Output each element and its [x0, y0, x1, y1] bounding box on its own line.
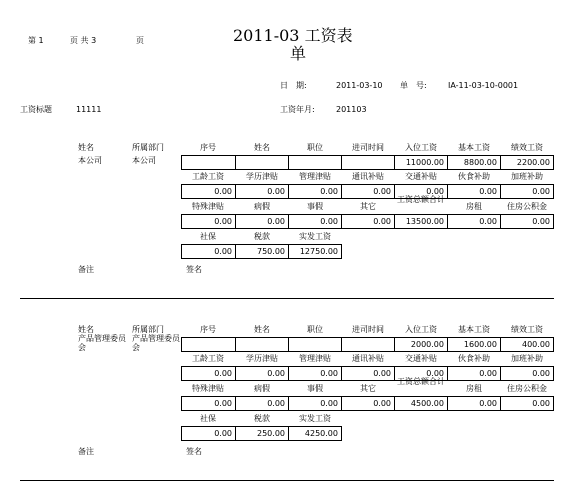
perf-salary-header: 绩效工资 [511, 325, 543, 334]
net-header: 实发工资 [299, 414, 331, 423]
deduction-value: 750.00 [235, 244, 289, 259]
housing-fund-header: 住房公积金 [507, 384, 547, 393]
education-header: 学历津贴 [246, 172, 278, 181]
employee-name: 本公司 [78, 156, 102, 165]
rent-value: 0.00 [447, 214, 501, 229]
deduction-header: 税款 [254, 232, 270, 241]
social-header: 社保 [200, 232, 216, 241]
report-title-suffix: 单 [290, 44, 307, 63]
date-label: 日 期: [280, 81, 307, 90]
net-value: 4250.00 [288, 426, 342, 441]
salary-month-label: 工资年月: [280, 105, 315, 114]
management-header: 管理津贴 [299, 354, 331, 363]
meal-header: 伙食补助 [458, 354, 490, 363]
entry-salary-value: 2000.00 [394, 337, 448, 352]
name2-value [235, 155, 289, 170]
employee-name: 产品管理委员会 [78, 334, 126, 352]
entry-salary-header: 入位工资 [405, 143, 437, 152]
personal-value: 0.00 [288, 396, 342, 411]
seniority-value: 0.00 [181, 366, 236, 381]
salary-month-value: 201103 [336, 105, 367, 114]
seq-value [181, 337, 236, 352]
housing-fund-value: 0.00 [500, 396, 554, 411]
position-value [288, 155, 342, 170]
special-header: 特殊津贴 [192, 202, 224, 211]
net-header: 实发工资 [299, 232, 331, 241]
remark-label: 备注 [78, 265, 94, 274]
overtime-header: 加班补助 [511, 354, 543, 363]
other-value: 0.00 [341, 214, 395, 229]
page-total-label: 页 共 3 [70, 36, 97, 45]
sick-value: 0.00 [235, 214, 289, 229]
overtime-value: 0.00 [500, 184, 554, 199]
seq-value [181, 155, 236, 170]
meal-header: 伙食补助 [458, 172, 490, 181]
seq-header: 序号 [200, 325, 216, 334]
total-header: 工资总额合计 [397, 377, 445, 386]
doc-number-value: IA-11-03-10-0001 [448, 81, 519, 90]
name-label: 姓名 [78, 325, 94, 334]
management-value: 0.00 [288, 184, 342, 199]
social-value: 0.00 [181, 426, 236, 441]
entry-salary-header: 入位工资 [405, 325, 437, 334]
employee-dept: 产品管理委员会 [132, 334, 180, 352]
transport-header: 交通补贴 [405, 172, 437, 181]
other-header: 其它 [360, 202, 376, 211]
base-salary-header: 基本工资 [458, 143, 490, 152]
entry-time-value [341, 337, 395, 352]
seniority-header: 工龄工资 [192, 354, 224, 363]
base-salary-value: 8800.00 [447, 155, 501, 170]
deduction-header: 税款 [254, 414, 270, 423]
social-header: 社保 [200, 414, 216, 423]
seniority-header: 工龄工资 [192, 172, 224, 181]
name-label: 姓名 [78, 143, 94, 152]
dept-label: 所属部门 [132, 325, 164, 334]
housing-fund-value: 0.00 [500, 214, 554, 229]
date-value: 2011-03-10 [336, 81, 383, 90]
overtime-value: 0.00 [500, 366, 554, 381]
page-unit-label: 页 [136, 36, 144, 45]
perf-salary-value: 2200.00 [500, 155, 554, 170]
special-value: 0.00 [181, 214, 236, 229]
doc-number-label: 单 号: [400, 81, 427, 90]
total-header: 工资总额合计 [397, 195, 445, 204]
management-header: 管理津贴 [299, 172, 331, 181]
position-header: 职位 [307, 325, 323, 334]
entry-time-value [341, 155, 395, 170]
transport-value: 0.00 [394, 366, 448, 381]
employee-dept: 本公司 [132, 156, 156, 165]
entry-time-header: 进司时间 [352, 325, 384, 334]
page-number-label: 第 1 [28, 36, 44, 45]
comm-header: 通讯补贴 [352, 172, 384, 181]
sick-value: 0.00 [235, 396, 289, 411]
dept-label: 所属部门 [132, 143, 164, 152]
entry-time-header: 进司时间 [352, 143, 384, 152]
name2-value [235, 337, 289, 352]
meal-value: 0.00 [447, 366, 501, 381]
name2-header: 姓名 [254, 143, 270, 152]
personal-header: 事假 [307, 202, 323, 211]
personal-header: 事假 [307, 384, 323, 393]
other-header: 其它 [360, 384, 376, 393]
social-value: 0.00 [181, 244, 236, 259]
record-divider [20, 480, 554, 481]
entry-salary-value: 11000.00 [394, 155, 448, 170]
perf-salary-value: 400.00 [500, 337, 554, 352]
total-value: 13500.00 [394, 214, 448, 229]
position-header: 职位 [307, 143, 323, 152]
meal-value: 0.00 [447, 184, 501, 199]
rent-header: 房租 [466, 202, 482, 211]
salary-title-label: 工资标题 [20, 105, 52, 114]
total-value: 4500.00 [394, 396, 448, 411]
record-divider [20, 298, 554, 299]
perf-salary-header: 绩效工资 [511, 143, 543, 152]
rent-header: 房租 [466, 384, 482, 393]
comm-header: 通讯补贴 [352, 354, 384, 363]
management-value: 0.00 [288, 366, 342, 381]
comm-value: 0.00 [341, 366, 395, 381]
special-value: 0.00 [181, 396, 236, 411]
education-value: 0.00 [235, 184, 289, 199]
seniority-value: 0.00 [181, 184, 236, 199]
personal-value: 0.00 [288, 214, 342, 229]
other-value: 0.00 [341, 396, 395, 411]
sign-label: 签名 [186, 265, 202, 274]
education-header: 学历津贴 [246, 354, 278, 363]
transport-header: 交通补贴 [405, 354, 437, 363]
base-salary-value: 1600.00 [447, 337, 501, 352]
transport-value: 0.00 [394, 184, 448, 199]
base-salary-header: 基本工资 [458, 325, 490, 334]
education-value: 0.00 [235, 366, 289, 381]
special-header: 特殊津贴 [192, 384, 224, 393]
overtime-header: 加班补助 [511, 172, 543, 181]
sick-header: 病假 [254, 202, 270, 211]
comm-value: 0.00 [341, 184, 395, 199]
deduction-value: 250.00 [235, 426, 289, 441]
salary-title-value: 11111 [76, 105, 102, 114]
sick-header: 病假 [254, 384, 270, 393]
rent-value: 0.00 [447, 396, 501, 411]
sign-label: 签名 [186, 447, 202, 456]
remark-label: 备注 [78, 447, 94, 456]
report-title: 2011-03 工资表 [233, 26, 353, 45]
name2-header: 姓名 [254, 325, 270, 334]
position-value [288, 337, 342, 352]
housing-fund-header: 住房公积金 [507, 202, 547, 211]
seq-header: 序号 [200, 143, 216, 152]
net-value: 12750.00 [288, 244, 342, 259]
